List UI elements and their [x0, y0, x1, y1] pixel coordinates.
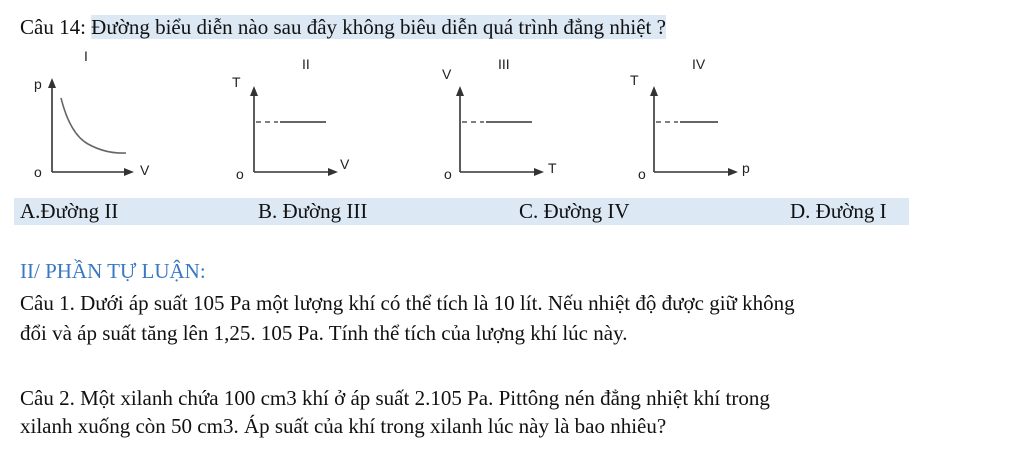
graph-4-numeral: IV — [692, 56, 706, 72]
graph-3 — [432, 48, 602, 190]
graph-3-x-label: T — [548, 160, 557, 176]
cau-1-line-1: Câu 1. Dưới áp suất 105 Pa một lượng khí có thể tích là 10 lít. Nếu nhiệt độ được giữ không — [20, 291, 795, 315]
cau-2-line-1: Câu 2. Một xilanh chứa 100 cm3 khí ở áp suất 2.105 Pa. Pittông nén đẳng nhiệt khí trong — [20, 386, 770, 410]
graph-2 — [226, 48, 396, 190]
graph-4-axes — [626, 48, 796, 190]
graph-4 — [626, 48, 796, 190]
graph-2-origin: o — [236, 166, 244, 182]
graph-2-axes — [226, 48, 396, 190]
answer-options — [14, 198, 909, 225]
graph-1-y-label: p — [34, 76, 42, 92]
question-14 — [20, 14, 666, 40]
graph-3-origin: o — [444, 166, 452, 182]
question-14-text: Đường biểu diễn nào sau đây không biêu diễn quá trình đẳng nhiệt ? — [91, 15, 666, 39]
graph-3-axes — [432, 48, 602, 190]
section-title: II/ PHẦN TỰ LUẬN: — [20, 259, 206, 283]
graph-1-axes — [28, 48, 198, 190]
graph-3-numeral: III — [498, 56, 510, 72]
question-14-label: Câu 14: — [20, 15, 86, 39]
option-c[interactable]: C. Đường IV — [519, 199, 630, 223]
graph-1-hyperbola — [61, 98, 126, 153]
graph-1-origin: o — [34, 164, 42, 180]
graph-4-y-label: T — [630, 72, 639, 88]
graph-3-y-label: V — [442, 66, 452, 82]
graph-2-x-label: V — [340, 156, 350, 172]
graph-4-origin: o — [638, 166, 646, 182]
graph-2-y-label: T — [232, 74, 241, 90]
cau-1-line-2: đổi và áp suất tăng lên 1,25. 105 Pa. Tính thể tích của lượng khí lúc này. — [20, 321, 628, 345]
graph-2-numeral: II — [302, 56, 310, 72]
graph-1 — [28, 48, 198, 190]
graph-4-x-label: p — [742, 160, 750, 176]
graph-1-numeral: I — [84, 48, 88, 64]
option-b[interactable]: B. Đường III — [258, 199, 368, 223]
cau-2-line-2: xilanh xuống còn 50 cm3. Áp suất của khí trong xilanh lúc này là bao nhiêu? — [20, 414, 667, 438]
option-a[interactable]: A.Đường II — [20, 199, 119, 223]
option-d[interactable]: D. Đường I — [790, 199, 887, 223]
graph-1-x-label: V — [140, 162, 150, 178]
